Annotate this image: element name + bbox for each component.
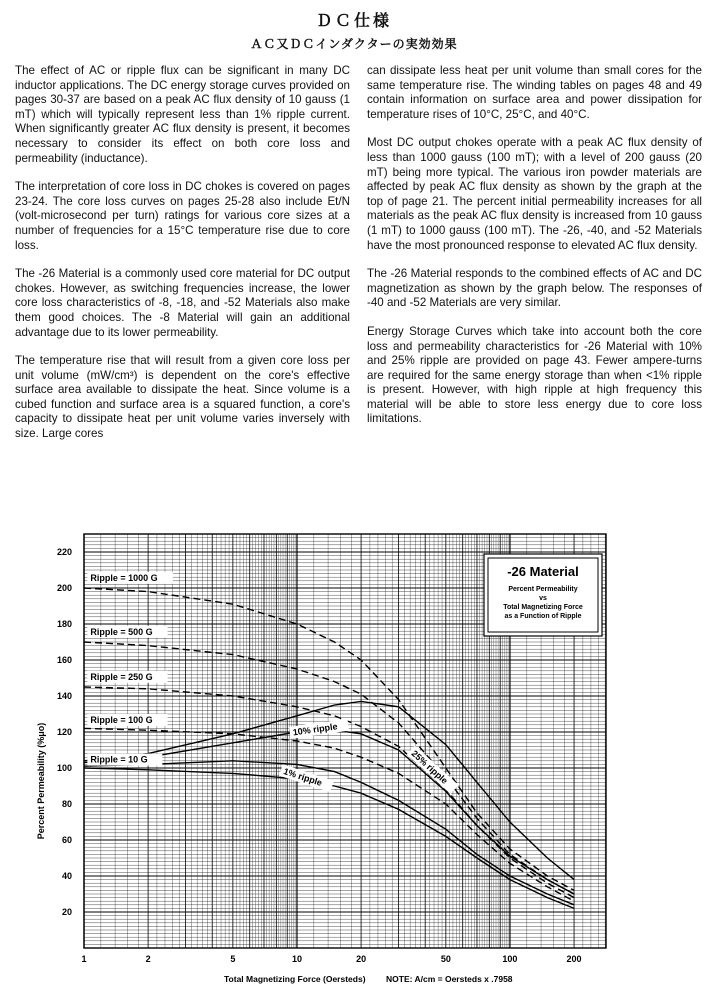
x-axis-label: Total Magnetizing Force (Oersteds): [224, 974, 366, 984]
x-tick-label: 100: [502, 954, 518, 964]
y-tick-labels: [57, 547, 72, 917]
paragraph: Most DC output chokes operate with a peak AC flux density of less than 1000 gauss (100 mT); with a level of 200 gauss (20 mT) being more typical. The various iron powder materials are affected by peak AC flux density as shown by the graph at the top of page 21. The percent initial permeability increases for all materials as the peak AC flux density is increased from 10 gauss (1 mT) to 1000 gauss (100 mT). The -26, -40, and -52 Materials have the most pronounced response to elevated AC flux density.: [367, 136, 702, 252]
curve-label: [87, 572, 173, 584]
paragraph: Energy Storage Curves which take into account both the core loss and permeability characteristics for -26 Material with 10% and 25% ripple are provided on page 43. Fewer ampere-turns are required for the same energy storage than when <1% ripple is present. However, with high ripple at high frequency this material will be able to store less energy due to core loss limitations.: [367, 324, 702, 426]
x-axis-note: NOTE: A/cm = Oersteds x .7958: [386, 974, 513, 984]
right-column: [367, 64, 702, 441]
x-tick-label: 2: [145, 954, 151, 964]
y-tick-label: 140: [56, 691, 72, 701]
y-tick-label: 80: [61, 799, 72, 809]
curve-label-text: 25% ripple: [409, 748, 450, 786]
legend-box: [484, 554, 602, 636]
x-tick-label: 200: [566, 954, 582, 964]
paragraph: The effect of AC or ripple flux can be significant in many DC inductor applications. The DC energy storage curves provided on pages 30-37 are based on a peak AC flux density of 10 gauss (1 mT) which will typically represent less than 1% ripple current. When significantly greater AC flux density is present, it becomes necessary to consider its effect on both core loss and permeability (inductance).: [15, 64, 350, 165]
y-tick-label: 60: [61, 835, 72, 845]
curve-label: [87, 671, 167, 683]
x-tick-labels: [81, 954, 581, 964]
paragraph: The -26 Material is a commonly used core material for DC output chokes. However, as switching frequencies increase, the lower core loss characteristics of -8, -18, and -52 Materials also make them good choices. The -8 Material will gain an additional advantage due to its lower permeability.: [15, 267, 350, 339]
y-tick-label: 180: [56, 619, 72, 629]
chart-svg: [0, 520, 708, 994]
curve-label: [87, 714, 167, 726]
curve-label-text: Ripple = 1000 G: [90, 572, 158, 583]
legend-text: -26 Material: [507, 564, 579, 579]
curve-label: [87, 754, 162, 766]
left-column: [15, 64, 350, 456]
y-tick-label: 40: [61, 871, 72, 881]
y-tick-label: 20: [61, 907, 72, 917]
y-tick-label: 160: [56, 655, 72, 665]
curve-label-text: 1% ripple: [282, 766, 324, 788]
paragraph: The -26 Material responds to the combined effects of AC and DC magnetization as shown by the graph below. The responses of -40 and -52 Materials are very similar.: [367, 267, 702, 310]
curve-label-text: Ripple = 250 G: [90, 671, 153, 682]
legend-text: Total Magnetizing Force: [503, 604, 583, 611]
legend-text: vs: [539, 595, 547, 602]
paragraph: can dissipate less heat per unit volume than small cores for the same temperature rise. The winding tables on pages 48 and 49 contain information on surface area and power dissipation for temperature rises of 10°C, 25°C, and 40°C.: [367, 64, 702, 121]
x-tick-label: 10: [291, 954, 302, 964]
x-tick-label: 1: [81, 954, 87, 964]
curve-label-text: 10% ripple: [292, 721, 339, 738]
curve-label-text: Ripple = 100 G: [90, 715, 153, 725]
x-tick-label: 5: [230, 954, 236, 964]
y-tick-label: 220: [56, 547, 72, 557]
curve-label-text: Ripple = 500 G: [90, 626, 153, 637]
legend-text: Percent Permeability: [508, 586, 578, 593]
x-tick-label: 50: [440, 954, 451, 964]
page-header: [0, 8, 708, 52]
page-subtitle: ＡＣ又ＤＣインダクターの実効効果: [250, 37, 458, 51]
y-tick-label: 120: [56, 727, 72, 737]
legend-text: as a Function of Ripple: [504, 613, 582, 620]
paragraph: The interpretation of core loss in DC chokes is covered on pages 23-24. The core loss curves on pages 25-28 also include Et/N (volt-microsecond per turn) ratings for various core sizes at a number of frequencies for a 15°C temperature rise due to core loss.: [15, 180, 350, 252]
curve-label-text: Ripple = 10 G: [90, 754, 148, 765]
page-title: ＤＣ仕様: [315, 13, 392, 30]
y-tick-label: 100: [56, 763, 72, 773]
permeability-chart: [0, 520, 708, 994]
x-tick-label: 20: [356, 954, 367, 964]
y-tick-label: 200: [56, 583, 72, 593]
curve-label: [87, 626, 167, 638]
y-axis-label: Percent Permeability (%μo): [36, 722, 46, 840]
paragraph: The temperature rise that will result from a given core loss per unit volume (mW/cm³) is dependent on the core's effective surface area available to dissipate the heat. Since volume is a cubed function and surface area is a squared function, a core's capacity to dissipate heat per unit volume varies inversely with size. Large cores: [15, 354, 350, 441]
